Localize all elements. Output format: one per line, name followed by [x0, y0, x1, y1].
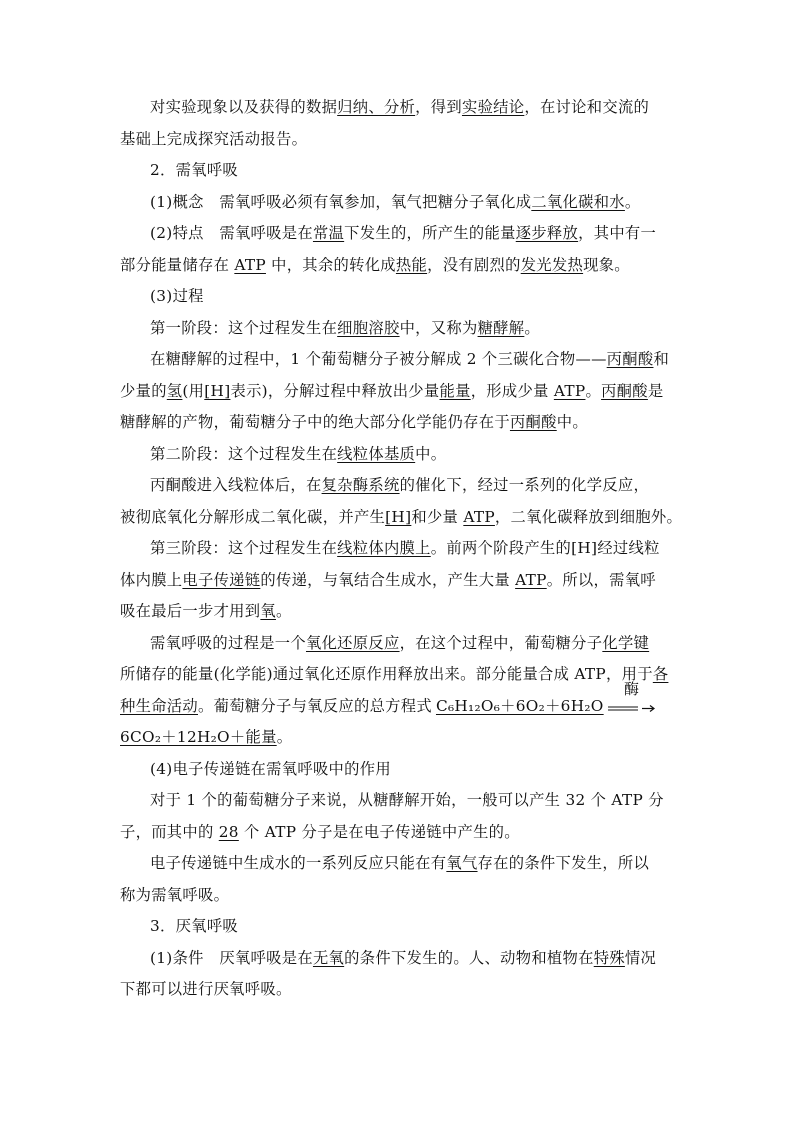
text-span: 。葡萄糖分子与氧反应的总方程式	[198, 696, 432, 715]
text-span: ，其中有一	[578, 224, 657, 242]
text-span: 。所以，需氧呼	[546, 570, 656, 589]
underlined-term: 特殊	[593, 948, 625, 967]
text-span: (2)特点 需氧呼吸是在	[150, 224, 313, 242]
underlined-term: 氧气	[446, 854, 478, 872]
text-span: 的催化下，经过一系列的化学反应，	[399, 476, 650, 494]
text-line	[120, 785, 680, 817]
underlined-term: 氧	[260, 602, 276, 620]
text-line	[120, 313, 680, 345]
text-span: ，二氧化碳释放到细胞外。	[494, 507, 683, 526]
underlined-term: ATP	[234, 255, 266, 274]
text-span: ，在这个过程中，葡萄糖分子	[399, 633, 603, 652]
text-span: 中。	[415, 444, 447, 463]
text-span: 第三阶段：这个过程发生在	[150, 539, 338, 557]
text-span: 的条件下发生的。人、动物和植物在	[344, 948, 594, 967]
text-line	[120, 754, 680, 786]
text-line	[120, 92, 680, 124]
underlined-term: 线粒体内膜上	[337, 539, 431, 557]
underlined-term: 化学键	[602, 633, 650, 652]
text-span: 子，而其中的	[120, 822, 219, 841]
underlined-term: 氢	[166, 381, 183, 400]
text-line	[120, 502, 683, 534]
underlined-term: 细胞溶胶	[337, 318, 400, 337]
text-line	[120, 628, 680, 660]
text-span: ，没有剧烈的	[427, 255, 521, 274]
text-span: (1)条件 厌氧呼吸是在	[150, 948, 313, 967]
text-span: 第一阶段：这个过程发生在	[150, 318, 338, 337]
underlined-term: 热能	[395, 255, 428, 274]
text-span: 部分能量储存在	[120, 255, 235, 274]
text-span: 基础上完成探究活动报告。	[120, 129, 308, 148]
text-line	[120, 848, 680, 880]
text-span: ，形成少量	[470, 381, 554, 400]
underlined-term: 28	[218, 822, 239, 841]
text-span: 丙酮酸进入线粒体后，在	[150, 476, 322, 494]
text-line	[120, 974, 680, 1006]
text-span: (1)概念 需氧呼吸必须有氧参加，氧气把糖分子氧化成	[150, 192, 532, 211]
underlined-term: 6CO₂＋12H₂O＋能量	[120, 728, 277, 746]
underlined-term: 归纳、分析	[337, 98, 416, 116]
text-span: 3．厌氧呼吸	[150, 917, 239, 935]
document-page	[120, 92, 683, 1006]
text-span: (3)过程	[150, 287, 204, 305]
text-span: 个 ATP 分子是在电子传递链中产生的。	[238, 822, 520, 841]
text-span: 电子传递链中生成水的一系列反应只能在有	[150, 854, 447, 872]
underlined-term: 种生命活动	[120, 696, 198, 715]
text-span: 对于 1 个的葡萄糖分子来说，从糖酵解开始，一般可以产生 32 个 ATP 分	[150, 791, 664, 809]
text-line	[120, 943, 680, 975]
text-span: 是	[647, 381, 664, 400]
text-line	[120, 533, 680, 565]
text-span: 和少量	[411, 507, 464, 526]
text-span: ，得到	[415, 98, 462, 116]
text-span: 。	[276, 728, 293, 746]
text-span: 所储存的能量(化学能)通过氧化还原作用释放出来。部分能量合成 ATP，用于	[120, 665, 653, 683]
text-line	[120, 659, 680, 691]
text-line	[120, 376, 680, 408]
text-span: 体内膜上	[120, 570, 183, 589]
underlined-term: 线粒体基质	[337, 444, 416, 463]
text-line	[120, 817, 680, 849]
text-span: 下发生的，所产生的能量	[344, 224, 516, 242]
text-line	[120, 187, 680, 219]
text-span: 中。	[556, 413, 588, 431]
text-span: 存在的条件下发生，所以	[477, 854, 650, 872]
text-span: 的传递，与氧结合生成水，产生大量	[260, 570, 516, 589]
text-span: 中，又称为	[399, 318, 478, 337]
underlined-term: 复杂酶系统	[321, 476, 400, 494]
text-span: 。	[524, 318, 540, 337]
underlined-term: 二氧化碳和水	[531, 192, 625, 211]
reaction-arrow	[608, 679, 656, 721]
text-line	[120, 439, 680, 471]
enzyme-condition: 酶	[623, 679, 640, 698]
text-span: 糖酵解的产物，葡萄糖分子中的绝大部分化学能仍存在于	[120, 413, 510, 431]
text-span: 下都可以进行厌氧呼吸。	[120, 980, 292, 998]
underlined-term: 丙酮酸	[606, 350, 654, 368]
underlined-term: 糖酵解	[477, 318, 525, 337]
underlined-term: 丙酮酸	[509, 413, 557, 431]
text-span: 2．需氧呼吸	[150, 161, 239, 179]
text-line	[120, 218, 680, 250]
underlined-term: [H]	[204, 381, 231, 400]
text-span: 中，其余的转化成	[265, 255, 396, 274]
text-line	[120, 250, 680, 282]
text-line	[120, 155, 680, 187]
underlined-term: 无氧	[312, 948, 345, 967]
underlined-term: [H]	[385, 507, 412, 526]
underlined-term: 电子传递链	[182, 570, 261, 589]
text-line	[120, 679, 680, 723]
underlined-term: ATP	[553, 381, 586, 400]
text-line	[120, 596, 680, 628]
text-line	[120, 565, 680, 597]
text-line	[120, 911, 680, 943]
text-span: 少量的	[120, 381, 167, 400]
text-span: 被彻底氧化分解形成二氧化碳，并产生	[120, 507, 386, 526]
underlined-term: 能量	[439, 381, 471, 400]
text-line	[120, 281, 680, 313]
text-span: 。前两个阶段产生的[H]经过线粒	[430, 539, 660, 557]
text-span: 对实验现象以及获得的数据	[150, 98, 338, 116]
text-span: 。	[585, 381, 602, 400]
underlined-term: 各	[652, 665, 669, 683]
text-span: ，在讨论和交流的	[524, 98, 650, 116]
underlined-term: 逐步释放	[515, 224, 579, 242]
text-line	[120, 124, 680, 156]
text-line	[120, 344, 680, 376]
underlined-term: ATP	[463, 507, 495, 526]
underlined-term: 氧化还原反应	[305, 633, 400, 652]
text-span: 称为需氧呼吸。	[120, 885, 230, 904]
underlined-term: 常温	[312, 224, 345, 242]
arrow-icon	[608, 703, 656, 717]
formula-reactants: C₆H₁₂O₆＋6O₂＋6H₂O	[435, 696, 604, 715]
text-line	[120, 880, 680, 912]
text-span: 。	[275, 602, 292, 620]
underlined-term: 丙酮酸	[601, 381, 648, 400]
text-span: 吸在最后一步才用到	[120, 602, 261, 620]
text-span: 表示)，分解过程中释放出少量	[230, 381, 440, 400]
underlined-term: 发光发热	[520, 255, 584, 274]
text-span: 现象。	[583, 255, 630, 274]
text-line	[120, 722, 680, 754]
underlined-term: 实验结论	[461, 98, 525, 116]
text-span: (4)电子传递链在需氧呼吸中的作用	[150, 759, 391, 778]
text-span: 在糖酵解的过程中，1 个葡萄糖分子被分解成 2 个三碳化合物——	[150, 350, 607, 368]
text-span: 第二阶段：这个过程发生在	[150, 444, 338, 463]
text-span: 情况	[624, 948, 657, 967]
text-line	[120, 407, 680, 439]
text-line	[120, 470, 680, 502]
text-span: 。	[624, 192, 641, 211]
text-span: 和	[653, 350, 670, 368]
underlined-term: ATP	[515, 570, 547, 589]
text-span: (用	[182, 381, 205, 400]
text-span: 需氧呼吸的过程是一个	[150, 633, 306, 652]
